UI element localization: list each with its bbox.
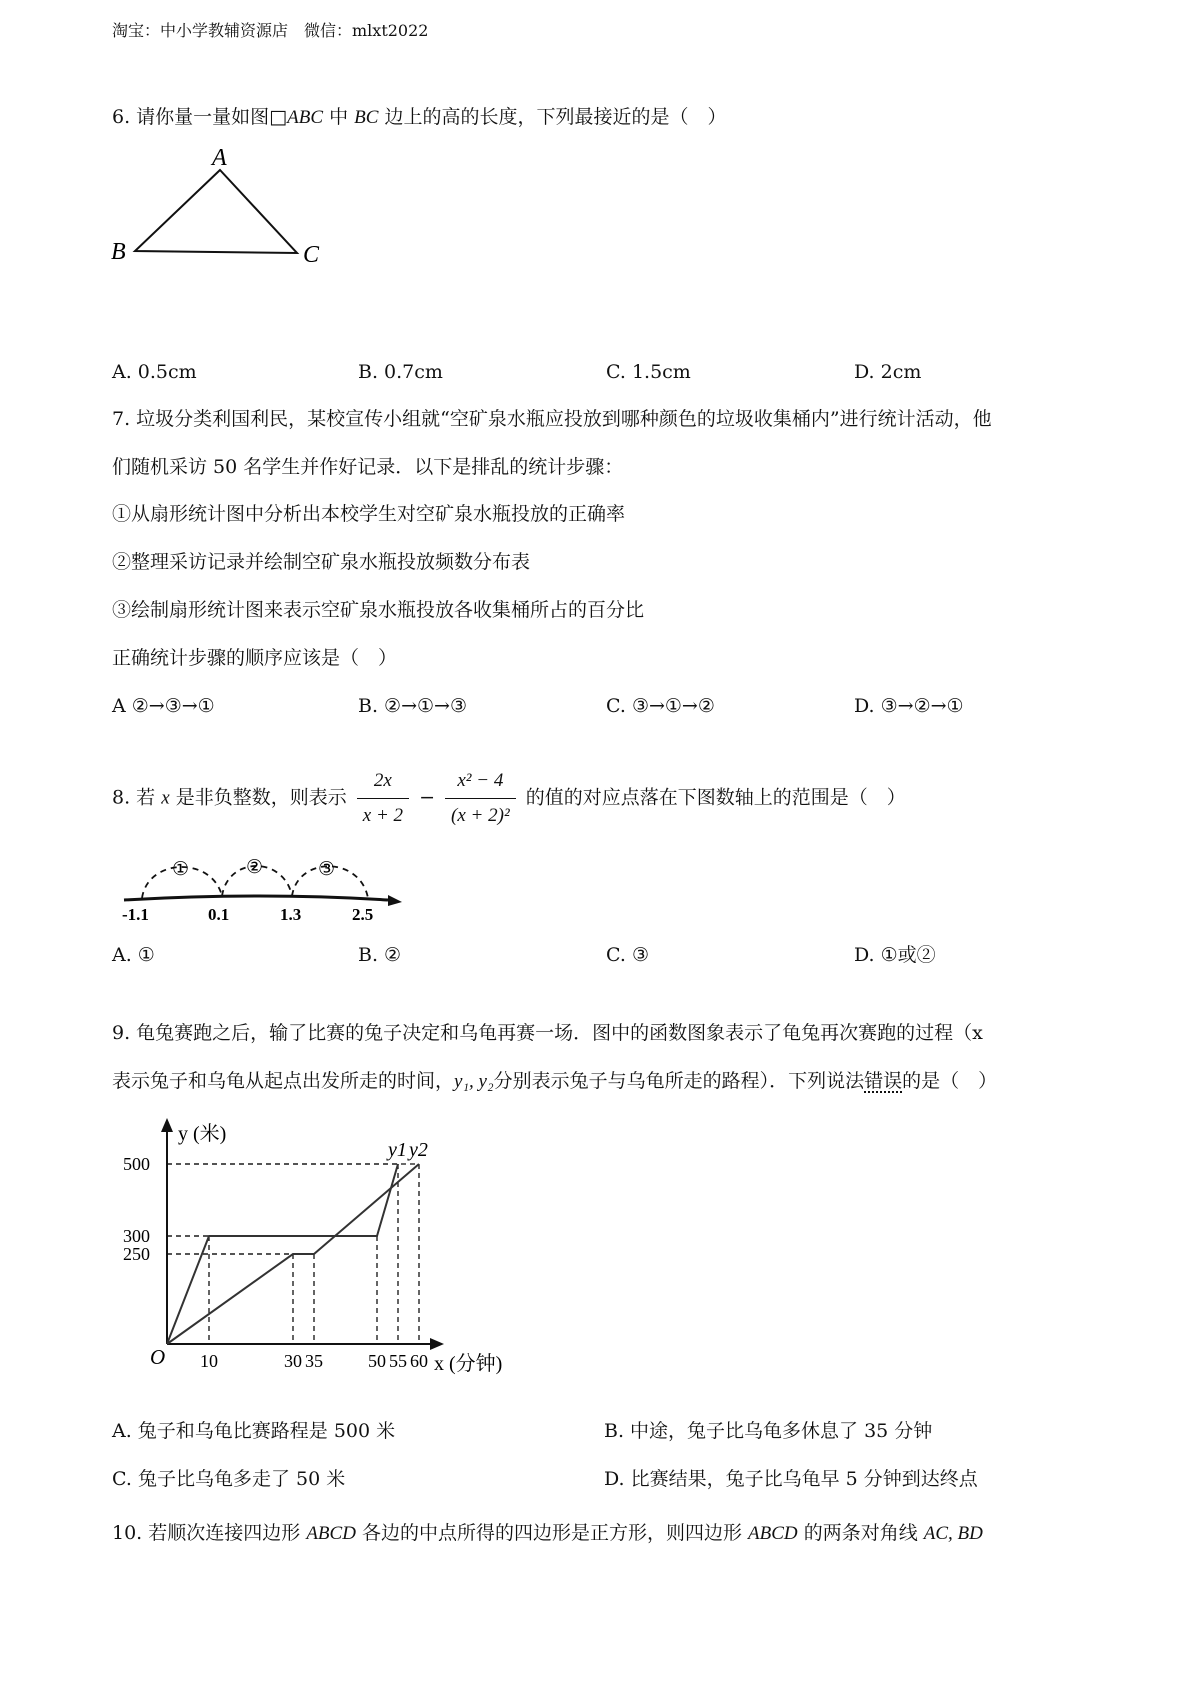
q9-y-symbols: y₁, y₂	[454, 1071, 494, 1092]
q9-option-a[interactable]: A. 兔子和乌龟比赛路程是 500 米	[112, 1420, 396, 1442]
q8-number-line	[112, 848, 442, 920]
q8-variable-x: x	[161, 787, 170, 809]
y-axis-arrow	[161, 1118, 173, 1132]
q6-prefix: 6. 请你量一量如图	[112, 106, 270, 128]
vertex-label-c: C	[303, 242, 320, 268]
q10-quad-name: ABCD	[306, 1523, 356, 1544]
q7-step-3: ③绘制扇形统计图来表示空矿泉水瓶投放各收集桶所占的百分比	[112, 599, 645, 621]
axis-label-1-3: 1.3	[280, 905, 302, 920]
arc-label-3: ③	[318, 859, 336, 880]
question-6-stem	[112, 104, 726, 131]
q7-option-b[interactable]: B. ②→①→③	[358, 695, 467, 717]
y-tick-500: 500	[123, 1154, 150, 1174]
page-header: 淘宝：中小学教辅资源店 微信：mlxt2022	[112, 21, 429, 40]
q7-option-d[interactable]: D. ③→②→①	[854, 695, 964, 717]
q8-option-a[interactable]: A. ①	[112, 944, 155, 966]
q7-line-2: 们随机采访 50 名学生并作好记录．以下是排乱的统计步骤：	[112, 456, 624, 478]
arc-label-1: ①	[172, 859, 190, 880]
q8-option-d[interactable]: D. ①或②	[854, 944, 936, 966]
q9-option-d[interactable]: D. 比赛结果，兔子比乌龟早 5 分钟到达终点	[604, 1468, 978, 1490]
q8-minus: −	[419, 786, 435, 809]
q7-line-1: 7. 垃圾分类利国利民，某校宣传小组就“空矿泉水瓶应投放到哪种颜色的垃圾收集桶内”进行统计活动，他	[112, 408, 992, 430]
q6-triangle-name: ABC	[287, 107, 324, 128]
axis-label-2-5: 2.5	[352, 905, 374, 920]
q10-prefix: 10. 若顺次连接四边形	[112, 1522, 301, 1544]
q9-line-2-a: 表示兔子和乌龟从起点出发所走的时间，	[112, 1070, 455, 1092]
q8-fraction-1-denominator: x + 2	[362, 805, 404, 826]
q6-side-name: BC	[354, 107, 379, 128]
q8-prefix: 8. 若	[112, 786, 156, 809]
q10-stem	[112, 1520, 983, 1547]
q6-option-a[interactable]: A. 0.5cm	[112, 361, 197, 383]
q8-fraction-2	[445, 766, 516, 831]
origin-label: O	[150, 1345, 166, 1369]
q6-suffix: 边上的高的长度，下列最接近的是（ ）	[384, 106, 727, 128]
q7-step-2: ②整理采访记录并绘制空矿泉水瓶投放频数分布表	[112, 551, 531, 573]
q9-line-2-c: 的是（ ）	[902, 1070, 998, 1092]
q7-option-a[interactable]: A ②→③→①	[112, 695, 215, 717]
q7-option-c[interactable]: C. ③→①→②	[606, 695, 715, 717]
vertex-label-a: A	[212, 145, 227, 171]
q10-mid: 各边的中点所得的四边形是正方形，则四边形	[361, 1522, 742, 1544]
q8-fraction-2-numerator: x² − 4	[445, 766, 516, 799]
q9-chart	[112, 1116, 502, 1386]
number-line-axis	[124, 896, 388, 900]
q6-mid: 中	[329, 106, 349, 128]
q8-stem	[112, 766, 906, 831]
triangle-abc	[135, 170, 297, 253]
q7-step-1: ①从扇形统计图中分析出本校学生对空矿泉水瓶投放的正确率	[112, 503, 626, 525]
q6-option-c[interactable]: C. 1.5cm	[606, 361, 691, 383]
q9-option-c[interactable]: C. 兔子比乌龟多走了 50 米	[112, 1468, 346, 1490]
series-line-y1	[167, 1164, 398, 1344]
q9-emphasis: 错误	[864, 1070, 903, 1092]
vertex-label-b: B	[111, 239, 126, 265]
q8-suffix: 的值的对应点落在下图数轴上的范围是（ ）	[525, 786, 906, 809]
q8-mid: 是非负整数，则表示	[175, 786, 347, 809]
q6-triangle-figure	[100, 138, 340, 298]
series-label-y1: y1	[388, 1139, 407, 1161]
x-tick-50: 50	[368, 1351, 386, 1371]
x-axis-label: x (分钟)	[434, 1353, 502, 1375]
y-tick-250: 250	[123, 1244, 150, 1264]
q8-option-b[interactable]: B. ②	[358, 944, 402, 966]
q6-option-d[interactable]: D. 2cm	[854, 361, 922, 383]
missing-glyph: □	[269, 106, 288, 128]
q10-quad-name-2: ABCD	[748, 1523, 798, 1544]
axis-label-neg-1-1: -1.1	[122, 905, 149, 920]
q8-fraction-1-numerator: 2x	[357, 766, 409, 799]
q9-line-1: 9. 龟兔赛跑之后，输了比赛的兔子决定和乌龟再赛一场．图中的函数图象表示了龟兔再次赛跑的过程（x	[112, 1022, 983, 1044]
x-tick-55: 55	[389, 1351, 407, 1371]
x-tick-60: 60	[410, 1351, 428, 1371]
y-tick-300: 300	[123, 1226, 150, 1246]
q9-line-2-b: 分别表示兔子与乌龟所走的路程）．下列说法	[493, 1070, 865, 1092]
y-axis-label: y (米)	[178, 1123, 227, 1145]
q10-suffix: 的两条对角线	[803, 1522, 918, 1544]
axis-label-0-1: 0.1	[208, 905, 230, 920]
q9-line-2	[112, 1068, 997, 1095]
q10-diagonals: AC, BD	[923, 1523, 983, 1544]
x-tick-30: 30	[284, 1351, 302, 1371]
x-tick-10: 10	[200, 1351, 218, 1371]
q9-option-b[interactable]: B. 中途，兔子比乌龟多休息了 35 分钟	[604, 1420, 933, 1442]
q8-fraction-2-denominator: (x + 2)²	[451, 805, 510, 826]
arc-label-2: ②	[246, 857, 264, 878]
q6-option-b[interactable]: B. 0.7cm	[358, 361, 443, 383]
q8-option-c[interactable]: C. ③	[606, 944, 649, 966]
series-label-y2: y2	[409, 1139, 428, 1161]
q8-fraction-1	[357, 766, 409, 831]
x-tick-35: 35	[305, 1351, 323, 1371]
number-line-arrow	[388, 895, 402, 906]
x-axis-arrow	[430, 1338, 444, 1350]
chart-series	[167, 1139, 428, 1344]
q7-question: 正确统计步骤的顺序应该是（ ）	[112, 647, 398, 669]
